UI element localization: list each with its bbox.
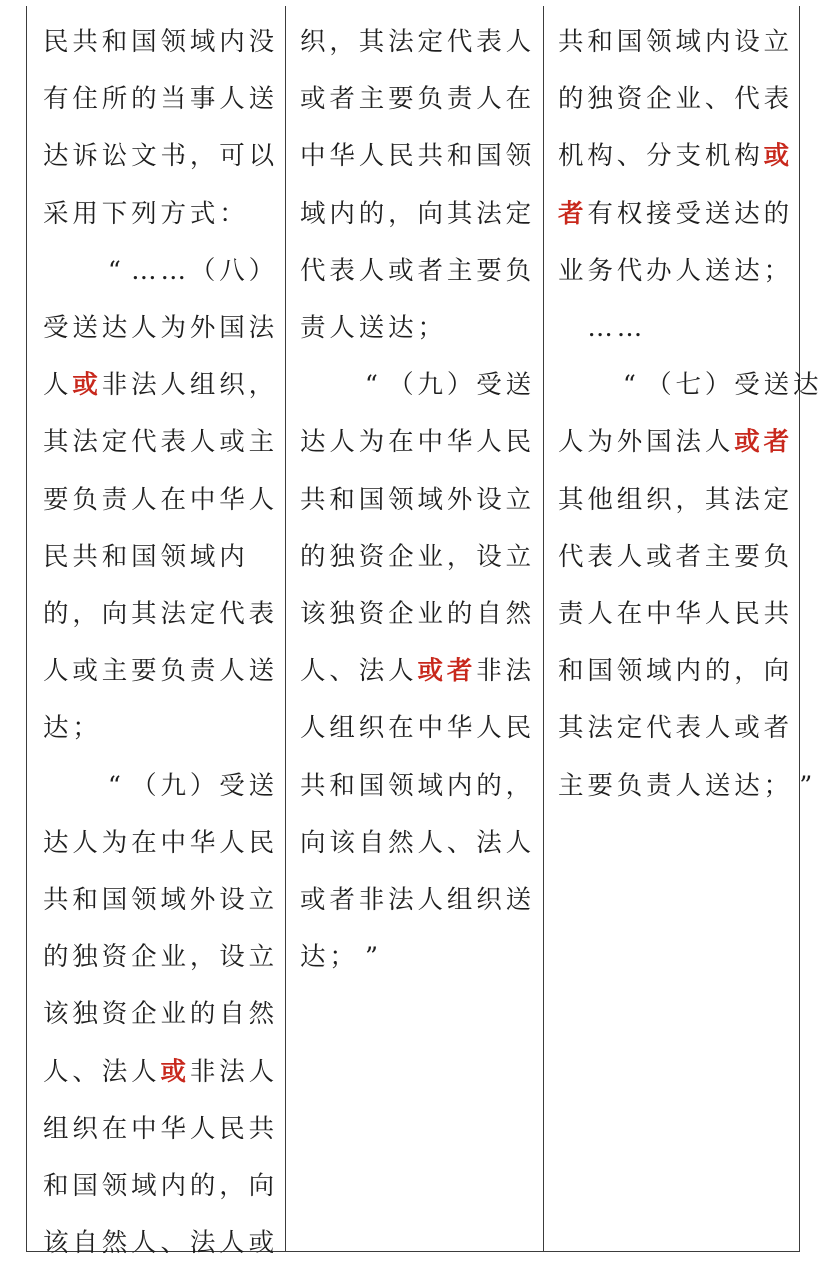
text-line: 其 法 定 代 表 人 或 者 <box>557 713 790 744</box>
text-line: 共 和 国 领 域 内 设 立 <box>557 27 790 57</box>
column-divider <box>285 6 286 1251</box>
text-line: 中 华 人 民 共 和 国 领 <box>299 141 532 172</box>
text-line: 主 要 负 责 人 送 达 ； ” <box>557 770 813 801</box>
text-line: 域 内 的 ， 向 其 法 定 <box>299 198 532 229</box>
text-line: “ （ 九 ） 受 送 <box>364 370 532 401</box>
text-line: “ … … （ 八 ） <box>107 255 275 286</box>
text-line: 该 独 资 企 业 的 自 然 <box>299 599 532 629</box>
text-line: 达 人 为 在 中 华 人 民 <box>42 827 275 858</box>
comparison-table <box>26 6 819 1259</box>
text-line: 达 ； <box>42 713 98 744</box>
text-line: 共 和 国 领 域 外 设 立 <box>299 484 532 515</box>
text-line: 或 者 主 要 负 责 人 在 <box>299 84 532 115</box>
text-line: 该 独 资 企 业 的 自 然 <box>42 999 275 1030</box>
text-line: 机 构 、 分 支 机 构 或 <box>557 141 790 172</box>
text-line: 共 和 国 领 域 内 的 ， <box>299 770 532 801</box>
text-line: 民 共 和 国 领 域 内 没 <box>42 27 275 57</box>
text-line: 人 或 非 法 人 组 织 ， <box>42 370 275 401</box>
text-line: 人 为 外 国 法 人 或 者 <box>557 427 790 458</box>
text-line: 采 用 下 列 方 式 ： <box>42 198 245 229</box>
text-line: 该 自 然 人 、 法 人 或 <box>42 1228 275 1259</box>
text-line: 的 ， 向 其 法 定 代 表 <box>42 599 275 629</box>
text-line: “ （ 七 ） 受 送 达 <box>622 370 819 401</box>
text-line: “ （ 九 ） 受 送 <box>107 770 275 801</box>
text-line: 人 、 法 人 或 非 法 人 <box>42 1056 275 1087</box>
text-line: 达 ； ” <box>299 942 378 973</box>
text-line: 人 、 法 人 或 者 非 法 <box>299 656 532 687</box>
text-line: 人 或 主 要 负 责 人 送 <box>42 656 275 687</box>
text-line: 业 务 代 办 人 送 达 ； <box>557 255 790 286</box>
column-divider <box>543 6 544 1251</box>
text-line: 的 独 资 企 业 ， 设 立 <box>299 541 532 572</box>
text-line: 责 人 送 达 ； <box>299 313 444 343</box>
text-line: 其 他 组 织 ， 其 法 定 <box>557 484 790 515</box>
text-line: 和 国 领 域 内 的 ， 向 <box>42 1171 275 1201</box>
text-line: 要 负 责 人 在 中 华 人 <box>42 484 275 515</box>
text-line: 共 和 国 领 域 外 设 立 <box>42 885 275 915</box>
text-line: 受 送 达 人 为 外 国 法 <box>42 313 275 343</box>
text-line: 民 共 和 国 领 域 内 <box>42 541 245 572</box>
text-line: 者 有 权 接 受 送 达 的 <box>557 198 790 229</box>
text-line: 和 国 领 域 内 的 ， 向 <box>557 656 790 687</box>
text-line: 代 表 人 或 者 主 要 负 <box>299 255 532 286</box>
text-line: 其 法 定 代 表 人 或 主 <box>42 427 275 458</box>
text-line: 织 ， 其 法 定 代 表 人 <box>299 27 532 57</box>
text-line: 的 独 资 企 业 、 代 表 <box>557 84 790 115</box>
text-line: 有 住 所 的 当 事 人 送 <box>42 84 275 115</box>
text-line: 达 诉 讼 文 书 ， 可 以 <box>42 141 275 172</box>
text-line: 组 织 在 中 华 人 民 共 <box>42 1113 275 1144</box>
text-line: 向 该 自 然 人 、 法 人 <box>299 827 532 858</box>
text-line: 人 组 织 在 中 华 人 民 <box>299 713 532 744</box>
text-line: 代 表 人 或 者 主 要 负 <box>557 541 790 572</box>
text-line: 达 人 为 在 中 华 人 民 <box>299 427 532 458</box>
text-line: 或 者 非 法 人 组 织 送 <box>299 885 532 915</box>
text-line: 责 人 在 中 华 人 民 共 <box>557 599 790 629</box>
text-line: … … <box>587 313 643 343</box>
text-line: 的 独 资 企 业 ， 设 立 <box>42 942 275 973</box>
